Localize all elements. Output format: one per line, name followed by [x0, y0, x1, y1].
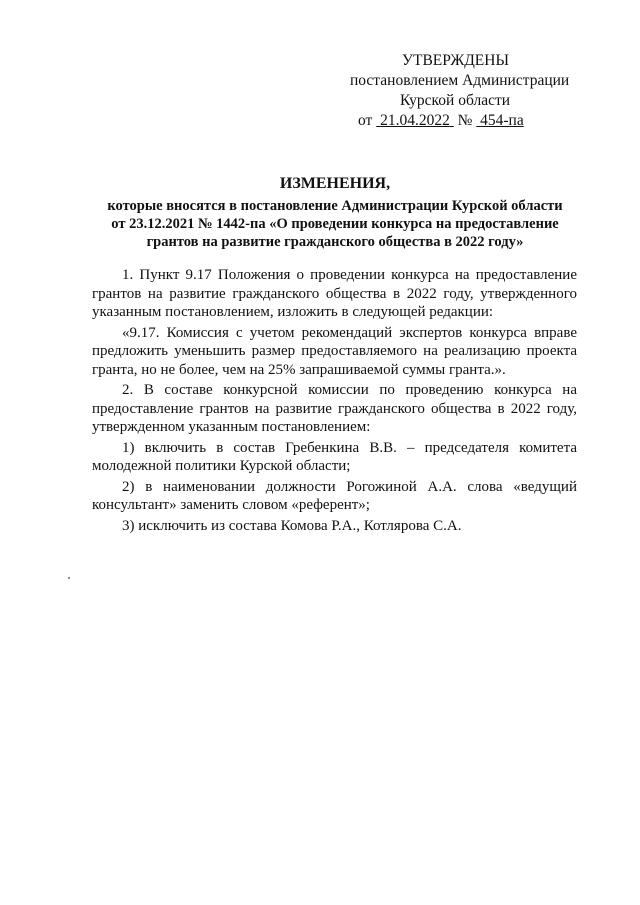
paragraph-6: 3) исключить из состава Комова Р.А., Котлярова С.А.	[122, 517, 462, 534]
title-line-3: грантов на развитие гражданского общества в 2022 году»	[146, 234, 524, 250]
approval-date-number	[340, 111, 580, 131]
approval-by: постановлением Администрации	[350, 72, 570, 89]
title-line-1: которые вносятся в постановление Администрации Курской области	[107, 198, 563, 214]
number-prefix: №	[457, 112, 473, 129]
scan-speck	[68, 577, 70, 579]
paragraph-4: 1) включить в состав Гребенкина В.В. – председателя комитета молодежной политики Курской области;	[92, 439, 577, 474]
approval-title: УТВЕРЖДЕНЫ	[402, 52, 509, 69]
approval-number: 454-па	[480, 112, 524, 129]
paragraph-1: 1. Пункт 9.17 Положения о проведении конкурса на предоставление грантов на развитие гражданского общества в 2022 году, утвержденного указанным постановлением, изложить в следующей редакции:	[92, 267, 577, 320]
title-heading: ИЗМЕНЕНИЯ,	[279, 175, 391, 192]
paragraph-5: 2) в наименовании должности Рогожиной А.А. слова «ведущий консультант» заменить словом «референт»;	[92, 478, 577, 513]
document-title	[70, 175, 600, 251]
paragraph-3: 2. В составе конкурсной комиссии по проведению конкурса на предоставление грантов на развитие гражданского общества в 2022 году, утвержденном указанным постановлением:	[92, 382, 577, 435]
document-body	[92, 266, 577, 535]
paragraph-2: «9.17. Комиссия с учетом рекомендаций экспертов конкурса вправе предложить уменьшить размер предоставляемого на реализацию проекта гранта, но не более, чем на 25% запрашиваемой суммы гранта.».	[92, 324, 577, 378]
date-prefix: от	[358, 112, 373, 129]
title-line-2: от 23.12.2021 № 1442-па «О проведении конкурса на предоставление	[111, 216, 559, 232]
approval-date: 21.04.2022	[380, 112, 450, 129]
approval-region: Курской области	[400, 92, 511, 109]
approval-stamp	[340, 51, 580, 131]
